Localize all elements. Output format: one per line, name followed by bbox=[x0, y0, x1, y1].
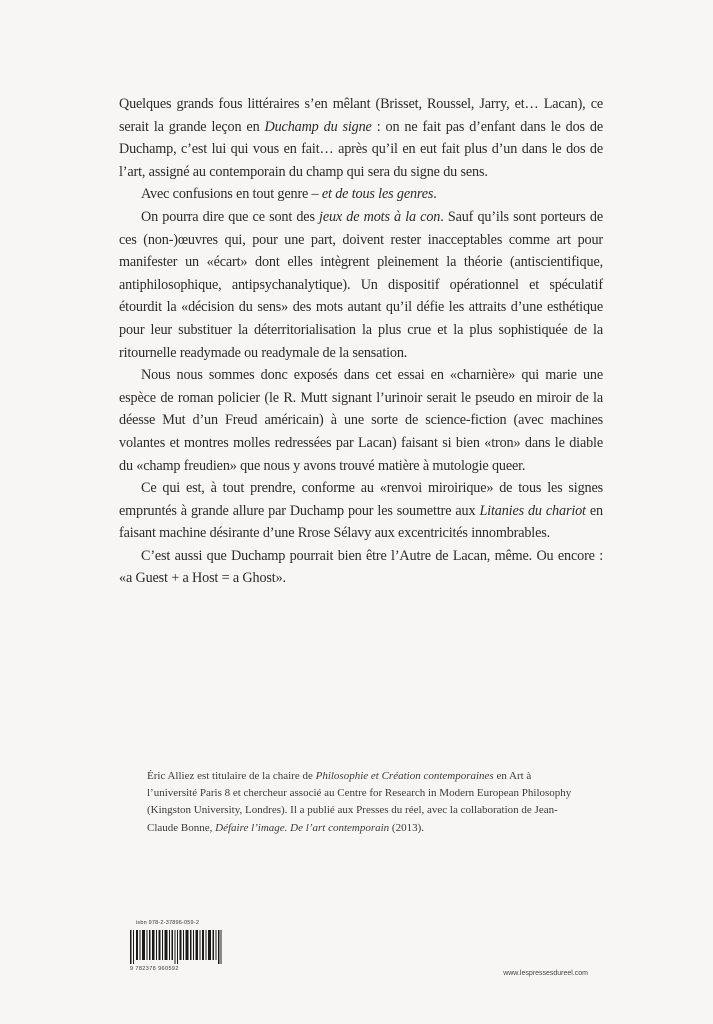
paragraph-6: C’est aussi que Duchamp pourrait bien être l’Autre de Lacan, même. Ou encore : «a Guest + a Host = a Ghost». bbox=[119, 547, 603, 587]
isbn-barcode-block bbox=[130, 920, 230, 972]
back-cover-text bbox=[119, 93, 603, 590]
paragraph-5-text-c: en faisant machine désirante d’une Rrose Sélavy aux excentricités innombrables. bbox=[119, 502, 603, 542]
paragraph-5-italic: Litanies du chariot bbox=[479, 502, 586, 519]
paragraph-3-italic: jeux de mots à la con bbox=[319, 208, 441, 225]
paragraph-4: Nous nous sommes donc exposés dans cet essai en «charnière» qui marie une espèce de roman policier (le R. Mutt signant l’urinoir serait le pseudo en miroir de la déesse Mut d’un Freud américain) à une sorte de science-fiction (avec machines volantes et montres molles redressées par Lacan) faisant si bien «tron» dans le diable du «champ freudien» que nous y avons trouvé matière à mutologie queer. bbox=[119, 367, 603, 474]
paragraph-3-text-c: . Sauf qu’ils sont porteurs de ces (non-)œuvres qui, pour une part, doivent rester inacceptables comme art pour manifester un «écart» dont elles intègrent pleinement la théorie (antiscientifique, antiphilosophique, antipsychanalytique). Un dispositif opérationnel et spéculatif étourdit la «décision du sens» des mots autant qu’il défie les attraits d’une esthétique pour leur substituer la déterritorialisation la plus crue et la plus sophistiquée de la ritournelle readymade ou readymale de la sensation. bbox=[119, 208, 603, 361]
paragraph-3 bbox=[119, 206, 603, 364]
bio-text-a: Éric Alliez est titulaire de la chaire de bbox=[147, 770, 316, 782]
bio-text-c: en Art à l’université Paris 8 et chercheur associé au Centre for Research in Modern European Philosophy (Kingston University, Londres). Il a publié aux Presses du réel, avec la collaboration de Jean-Claude Bonne, bbox=[147, 770, 572, 834]
paragraph-1 bbox=[119, 93, 603, 183]
author-bio bbox=[147, 768, 577, 837]
paragraph-5-text-a: Ce qui est, à tout prendre, conforme au «renvoi miroirique» de tous les signes empruntés à grande allure par Duchamp pour les soumettre aux bbox=[119, 480, 603, 519]
isbn-label: isbn 978-2-37896-059-2 bbox=[136, 920, 200, 926]
bio-text-e: (2013). bbox=[389, 821, 424, 834]
paragraph-2-text-a: Avec confusions en tout genre – bbox=[141, 186, 322, 203]
paragraph-1-text-a: Quelques grands fous littéraires s’en mêlant (Brisset, Roussel, Jarry, et… Lacan), ce serait la grande leçon en bbox=[119, 96, 603, 135]
bio-italic-d: Défaire l’image. De l’art contemporain bbox=[215, 821, 390, 834]
book-title-italic: Duchamp du signe bbox=[264, 118, 372, 135]
paragraph-2 bbox=[119, 183, 603, 206]
paragraph-2-italic: et de tous les genres bbox=[321, 186, 434, 203]
bio-italic-b: Philosophie et Création contemporaines bbox=[315, 770, 494, 782]
paragraph-5 bbox=[119, 477, 603, 545]
paragraph-2-text-c: . bbox=[433, 186, 437, 203]
paragraph-1-text-c: : on ne fait pas d’enfant dans le dos de Duchamp, c’est lui qui vous en fait… après qu’il en eut fait plus d’un dans le dos de l’art, assigné au contemporain du champ qui sera du signe du sens. bbox=[119, 118, 603, 180]
isbn-digits: 9 782378 960592 bbox=[130, 966, 179, 972]
barcode-icon bbox=[130, 930, 222, 964]
publisher-website: www.lespressesdureel.com bbox=[503, 970, 588, 977]
paragraph-3-text-a: On pourra dire que ce sont des bbox=[141, 208, 320, 225]
